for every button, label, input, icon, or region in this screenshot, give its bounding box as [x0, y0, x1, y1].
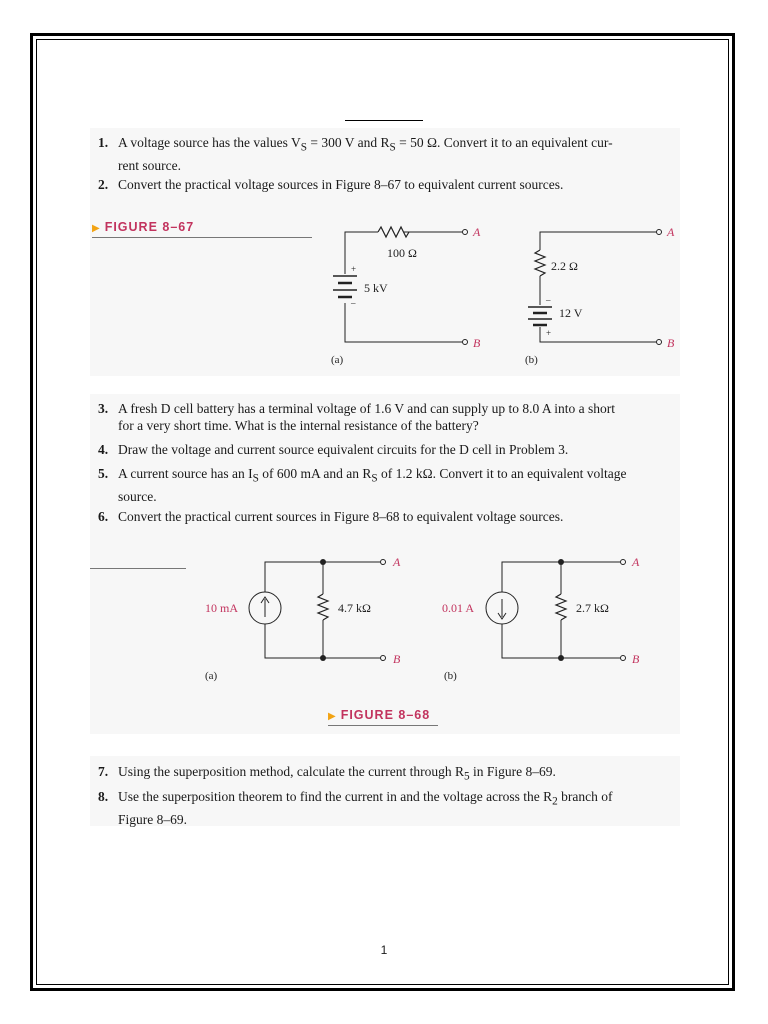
fig67b-terminal-b: B — [667, 336, 675, 350]
fig68a-source-label: 10 mA — [205, 601, 238, 615]
svg-text:–: – — [546, 295, 551, 305]
fig68b-terminal-b: B — [632, 652, 640, 666]
fig67a-terminal-b: B — [473, 336, 481, 350]
question-8: 8. Use the superposition theorem to find the current in and the voltage across the $R_2$ branch of Figure 8–69. — [98, 789, 613, 827]
figure-68-rule — [328, 725, 438, 726]
fig67b-source-label: 12 V — [559, 306, 583, 320]
figure-67-label: ▶ FIGURE 8–67 — [92, 220, 195, 234]
question-4: 4. Draw the voltage and current source equivalent circuits for the D cell in Problem 3. — [98, 442, 569, 457]
fig68b-source-label: 0.01 A — [442, 601, 475, 615]
fig68a-resistor-label: 4.7 kΩ — [338, 601, 371, 615]
svg-text:–: – — [351, 298, 356, 308]
fig68a-caption: (a) — [205, 670, 218, 682]
figure-68-label: ▶ FIGURE 8–68 — [328, 708, 431, 722]
question-3: 3. A fresh D cell battery has a terminal voltage of 1.6 V and can supply up to 8.0 A into a short for a very short time. What is the internal resistance of the battery? — [98, 401, 616, 433]
page-number: 1 — [380, 943, 388, 957]
question-6: 6. Convert the practical current sources in Figure 8–68 to equivalent voltage sources. — [98, 509, 564, 524]
question-2: 2. Convert the practical voltage sources in Figure 8–67 to equivalent current sources. — [98, 177, 564, 192]
question-5: 5. A current source has an $I_S$ of 600 mA and an $R_S$ of 1.2 kΩ. Convert it to an equivalent voltage source. — [98, 466, 627, 504]
fig67a-terminal-a: A — [473, 225, 481, 239]
svg-text:+: + — [351, 264, 357, 274]
fig68a-terminal-b: B — [393, 652, 401, 666]
fig67a-source-label: 5 kV — [364, 281, 388, 295]
question-1: 1. A voltage source has the values $V_S = 300$ V and $R_S = 50$ Ω. Convert it to an equivalent cur- rent source. — [98, 135, 613, 173]
fig68b-resistor-label: 2.7 kΩ — [576, 601, 609, 615]
fig68b-terminal-a: A — [632, 555, 640, 569]
fig67b-terminal-a: A — [667, 225, 675, 239]
fig68a-terminal-a: A — [393, 555, 401, 569]
fig67a-caption: (a) — [331, 354, 344, 366]
question-7: 7. Using the superposition method, calculate the current through $R_5$ in Figure 8–69. — [98, 764, 556, 783]
svg-text:+: + — [546, 328, 552, 338]
triangle-icon: ▶ — [92, 223, 101, 234]
fig67a-resistor-label: 100 Ω — [387, 246, 417, 260]
fig67b-caption: (b) — [525, 354, 538, 366]
fig67b-resistor-label: 2.2 Ω — [551, 259, 578, 273]
triangle-icon: ▶ — [328, 711, 337, 722]
fig68b-caption: (b) — [444, 670, 457, 682]
